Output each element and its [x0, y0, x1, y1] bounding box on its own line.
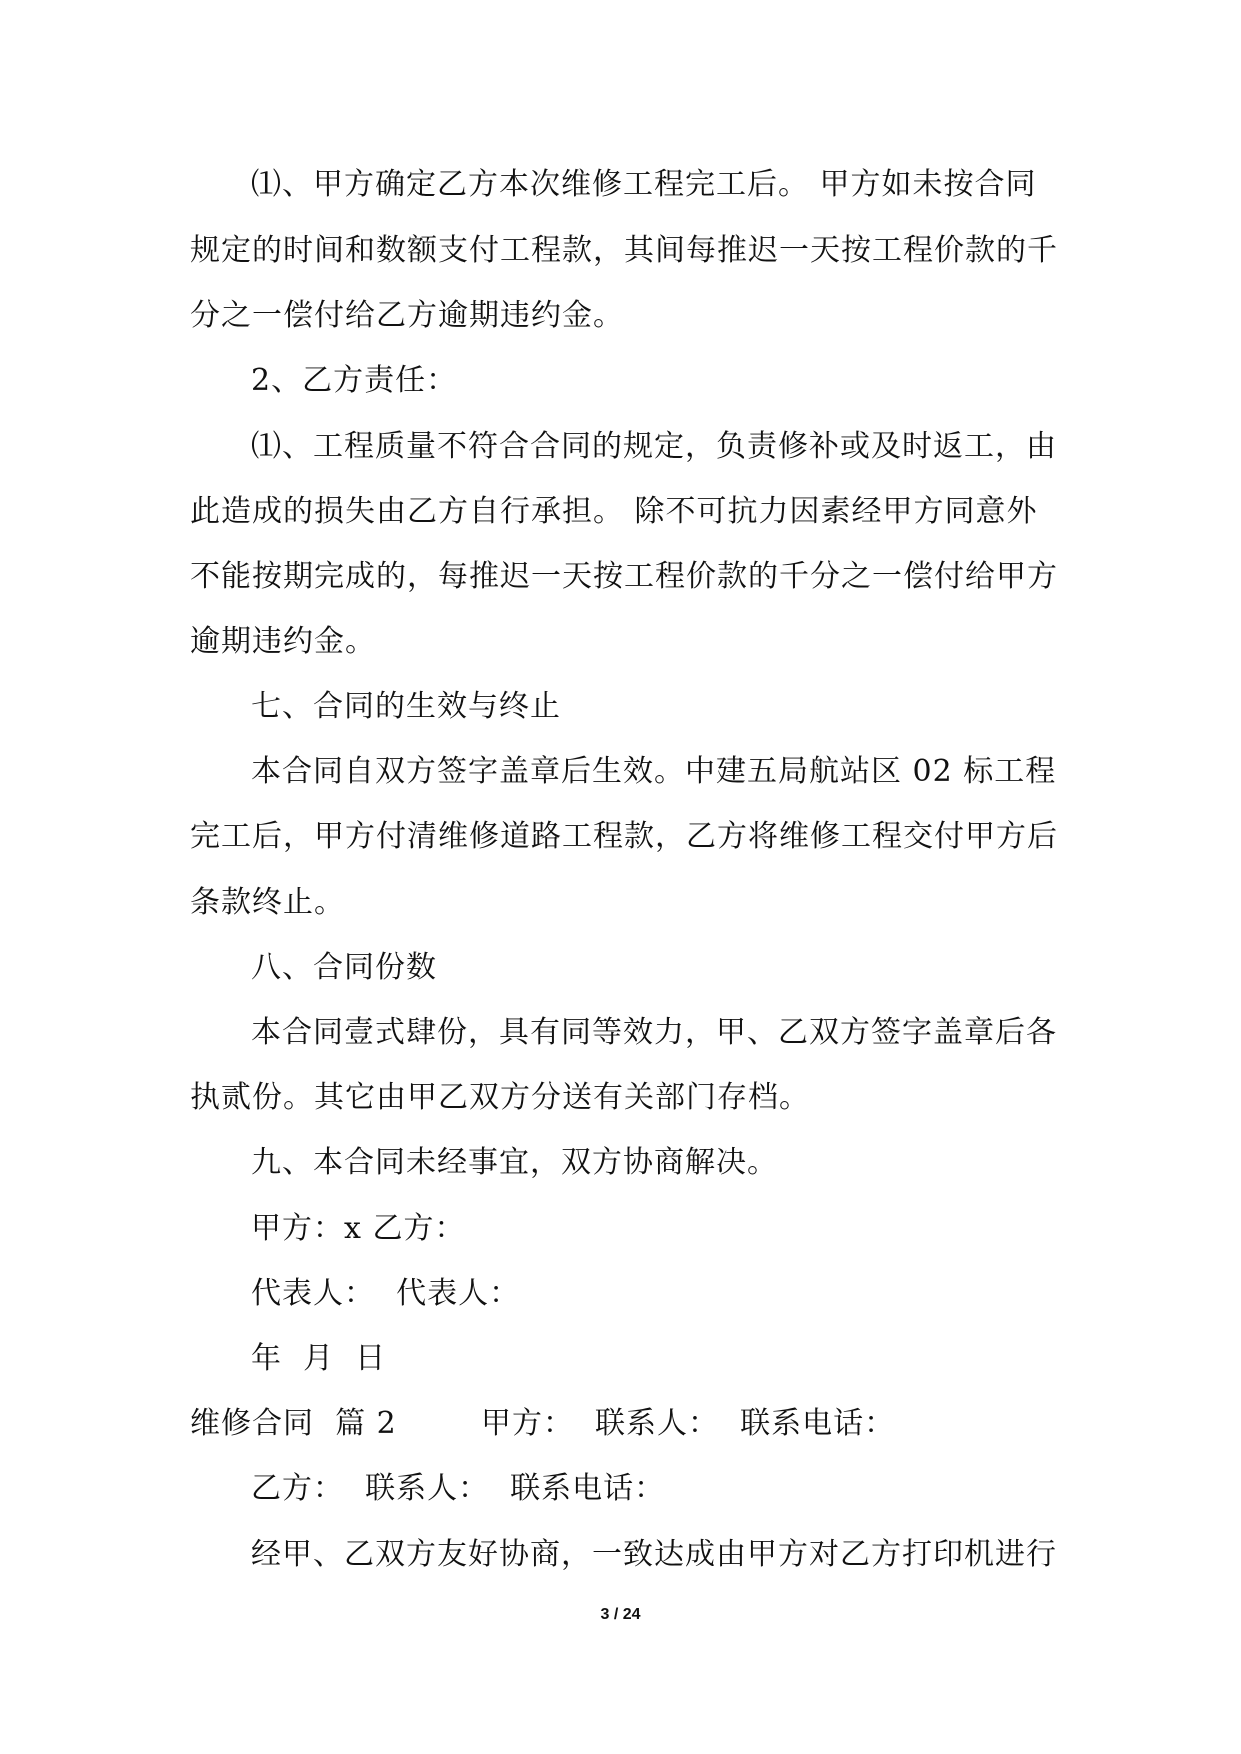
section-heading: 2、乙方责任： [251, 363, 458, 398]
date-line: 年 月 日 [251, 1341, 387, 1376]
body-text-line: 执贰份。其它由甲乙双方分送有关部门存档。 [190, 1080, 810, 1115]
body-text-line: 分之一偿付给乙方逾期违约金。 [190, 298, 624, 333]
body-text-line: 规定的时间和数额支付工程款，其间每推迟一天按工程价款的千 [190, 233, 1058, 268]
body-text-line: 本合同壹式肆份，具有同等效力，甲、乙双方签字盖章后各 [251, 1015, 1057, 1050]
body-text-line: 条款终止。 [190, 885, 345, 920]
representative-line: 代表人： 代表人： [251, 1276, 521, 1311]
body-text-line: 此造成的损失由乙方自行承担。 除不可抗力因素经甲方同意外 [190, 494, 1038, 529]
party-line: 甲方：x 乙方： [251, 1211, 466, 1246]
section-heading: 九、本合同未经事宜，双方协商解决。 [251, 1145, 778, 1180]
party-line: 乙方： 联系人： 联系电话： [251, 1471, 666, 1506]
body-text-line: ⑴、工程质量不符合合同的规定，负责修补或及时返工，由 [251, 429, 1057, 464]
page-number: 3 / 24 [600, 1606, 641, 1623]
body-text-line: 完工后，甲方付清维修道路工程款，乙方将维修工程交付甲方后 [190, 819, 1058, 854]
contract-title-line: 维修合同 篇 2 甲方： 联系人： 联系电话： [190, 1406, 896, 1441]
body-text-line: 经甲、乙双方友好协商，一致达成由甲方对乙方打印机进行 [251, 1537, 1057, 1572]
section-heading: 七、合同的生效与终止 [251, 689, 561, 724]
body-text-line: ⑴、甲方确定乙方本次维修工程完工后。 甲方如未按合同 [251, 167, 1037, 202]
body-text-line: 本合同自双方签字盖章后生效。中建五局航站区 02 标工程 [251, 754, 1057, 789]
body-text-line: 不能按期完成的，每推迟一天按工程价款的千分之一偿付给甲方 [190, 559, 1058, 594]
body-text-line: 逾期违约金。 [190, 624, 376, 659]
section-heading: 八、合同份数 [251, 950, 437, 985]
